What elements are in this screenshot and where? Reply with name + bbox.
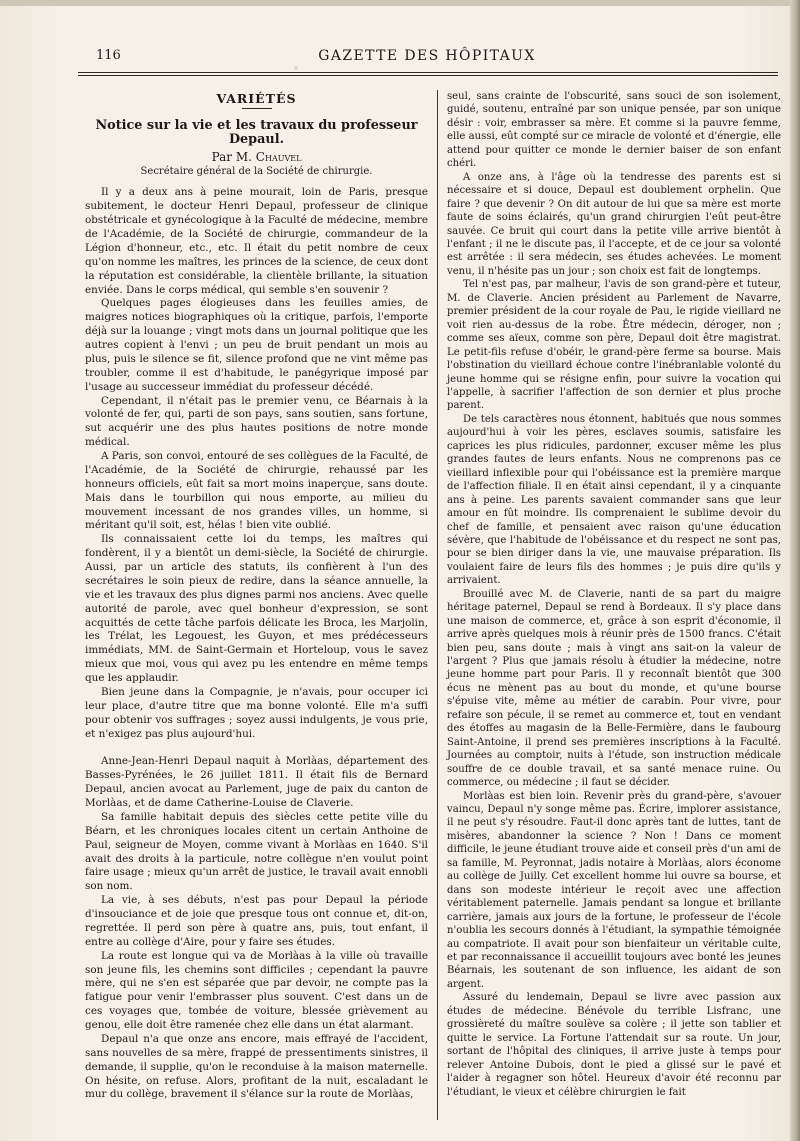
paragraph: Cependant, il n'était pas le premier venu, ce Béarnais à la volonté de fer, qui, parti de son pays, sans soutien, sans fortune, sut acquérir une des plus hautes positions de notre monde médical. — [85, 394, 428, 449]
paragraph: Quelques pages élogieuses dans les feuilles amies, de maigres notices biographiques où la critique, parfois, l'emporte déjà sur la louange ; vingt mots dans un journal politique que les autres copient à l'envi ; un peu de bruit pendant un mois au plus, puis le silence se fit, silence profond que ne vint même pas troubler, comme il est d'habitude, le panégyrique imposé par l'usage au successeur immédiat du professeur décédé. — [85, 297, 428, 393]
paragraph: Assuré du lendemain, Depaul se livre avec passion aux études de médecine. Bénévole du terrible Lisfranc, une grossièreté du maître soulève sa colère ; il jette son tablier et quitte le service. La Fortune l'attendait sur sa route. Un jour, sortant de l'hôpital des cliniques, il arrive juste à temps pour relever Antoine Dubois, dont le pied a glissé sur le pavé et l'aider à regagner son hôtel. Heureux d'avoir été reconnu par l'étudiant, le vieux et célèbre chirurgien le fait — [447, 992, 781, 1098]
right-paragraphs — [447, 171, 781, 1099]
running-title: GAZETTE DES HÔPITAUX — [318, 48, 536, 64]
page-number: 116 — [96, 48, 121, 63]
paragraph: Il y a deux ans à peine mourait, loin de Paris, presque subitement, le docteur Henri Depaul, professeur de clinique obstétricale et gynécologique à la Faculté de médecine, membre de l'Académie, de la Société de chirurgie, commandeur de la Légion d'honneur, etc., etc. Il était du petit nombre de ceux qu'on nomme les maîtres, les princes de la science, de ceux dont la réputation est considérable, la clientèle brillante, la situation enviée. Dans le corps médical, qui semble s'en souvenir ? — [85, 186, 428, 296]
paragraph: Tel n'est pas, par malheur, l'avis de son grand-père et tuteur, M. de Claverie. Ancien président au Parlement de Navarre, premier président de la cour royale de Pau, le rigide vieillard ne voit rien au-dessus de la robe. Être médecin, déroger, non ; comme ses aïeux, comme son père, Depaul doit être magistrat. Le petit-fils refuse d'obéir, le grand-père ferme sa bourse. Mais l'obstination du vieillard échoue contre l'inébranlable volonté du jeune homme qui se résigne enfin, pour suivre la vocation qui l'appelle, à sacrifier l'affection de son dernier et plus proche parent. — [447, 279, 781, 412]
author-name: Chauvel — [255, 149, 302, 164]
paragraph: Brouillé avec M. de Claverie, nanti de sa part du maigre héritage paternel, Depaul se rend à Bordeaux. Il s'y place dans une maison de commerce, et, grâce à son esprit d'économie, il arrive après quelques mois à réunir près de 1500 francs. C'était bien peu, sans doute ; mais à vingt ans sait-on la valeur de l'argent ? Plus que jamais résolu à étudier la médecine, notre jeune homme part pour Paris. Il y reconnaît bientôt que 300 écus ne mènent pas au bout du monde, et qu'une bourse s'épuise vite, même au métier de carabin. Pour vivre, pour refaire son pécule, il se remet au commerce et, tout en vendant des étoffes au magasin de la Belle-Fermière, dans le faubourg Saint-Antoine, il prend ses premières inscriptions à la Faculté. Journées au comptoir, nuits à l'étude, son instruction médicale souffre de ce double travail, et sa santé menace ruine. Ou commerce, ou médecine ; il faut se décider. — [447, 588, 781, 789]
ink-speck — [294, 66, 298, 70]
article-title: Notice sur la vie et les travaux du professeur Depaul. — [95, 117, 418, 147]
paragraph: La vie, à ses débuts, n'est pas pour Depaul la période d'insouciance et de joie que presque tous ont connue et, dit-on, regrettée. Il perd son père à quatre ans, puis, tout enfant, il entre au collège d'Aire, pour y faire ses études. — [85, 894, 428, 948]
author-prefix: Par M. — [211, 149, 252, 164]
right-column — [447, 90, 781, 1099]
article-author — [85, 151, 428, 165]
paragraph: Sa famille habitait depuis des siècles cette petite ville du Béarn, et les chroniques locales citent un certain Anthoine de Paul, seigneur de Moyen, comme vivant à Morlàas en 1640. S'il avait des droits à la particule, notre collègue n'en voulut point faire usage ; mieux qu'un arrêt de justice, le travail avait ennobli son nom. — [85, 810, 428, 893]
left-paragraphs-biography — [85, 755, 428, 1102]
paragraph: Morlàas est bien loin. Revenir près du grand-père, s'avouer vaincu, Depaul n'y songe même pas. Écrire, implorer assistance, il ne peut s'y résoudre. Faut-il donc après tant de luttes, tant de misères, abandonner la science ? Non ! Dans ce moment difficile, le jeune étudiant trouve aide et conseil près d'un ami de sa famille, M. Peyronnat, jadis notaire à Morlàas, alors économe au collège de Juilly. Cet excellent homme lui ouvre sa bourse, et dans son modeste intérieur le reçoit avec une affection véritablement paternelle. Jamais pendant sa longue et brillante carrière, jamais aux jours de la fortune, le professeur de l'école n'oublia les secours donnés à l'étudiant, la sympathie témoignée au compatriote. Il avait pour son bienfaiteur un véritable culte, et par reconnaissance il accueillit toujours avec bonté les jeunes Béarnais, les soutenant de son influence, les aidant de son argent. — [447, 790, 781, 990]
paragraph: La route est longue qui va de Morlàas à la ville où travaille son jeune fils, les chemins sont difficiles ; cependant la pauvre mère, qui ne s'en est séparée que par devoir, ne compte pas la fatigue pour venir l'embrasser plus souvent. C'est dans un de ces voyages que, tombée de voiture, blessée grièvement au genou, elle doit être ramenée chez elle dans un état alarmant. — [85, 949, 428, 1031]
section-rule — [242, 108, 272, 109]
section-break — [85, 741, 428, 755]
column-divider — [437, 90, 438, 1120]
paragraph: A Paris, son convoi, entouré de ses collègues de la Faculté, de l'Académie, de la Société de chirurgie, rehaussé par les honneurs officiels, eût fait sa mort moins inaperçue, sans doute. Mais dans le tourbillon qui nous emporte, au milieu du mouvement incessant de nos grandes villes, un homme, si méritant qu'il soit, est, hélas ! bien vite oublié. — [85, 450, 428, 532]
paragraph: A onze ans, à l'âge où la tendresse des parents est si nécessaire et si douce, Depaul est doublement orphelin. Que faire ? que devenir ? On dit autour de lui que sa mère est morte faute de soins éclairés, qu'un grand chirurgien l'eût peut-être sauvée. Ce bruit qui court dans la petite ville arrive bientôt à l'enfant ; il ne le discute pas, il l'accepte, et de ce jour sa volonté est arrêtée : il sera médecin, ses études achevées. Le moment venu, il n'hésite pas un jour ; son choix est fait de longtemps. — [447, 171, 781, 277]
header-rule-thin — [78, 75, 778, 76]
top-edge — [0, 0, 800, 6]
paragraph-continuation: seul, sans crainte de l'obscurité, sans souci de son isolement, guidé, soutenu, entraîné par son unique pensée, par son unique désir : voir, embrasser sa mère. Et comme si la pauvre femme, elle aussi, eût compté sur ce miracle de volonté et d'énergie, elle attend pour quitter ce monde le dernier baiser de son enfant chéri. — [447, 91, 781, 170]
paragraph: Ils connaissaient cette loi du temps, les maîtres qui fondèrent, il y a bientôt un demi-siècle, la Société de chirurgie. Aussi, par un article des statuts, ils confièrent à l'un des secrétaires le soin pieux de redire, dans la séance annuelle, la vie et les travaux des plus dignes parmi nos anciens. Avec quelle autorité de parole, avec quel bonheur d'expression, se sont acquittés de cette tâche parfois délicate les Broca, les Marjolin, les Trélat, les Legouest, les Guyon, et mes prédécesseurs immédiats, MM. de Saint-Germain et Horteloup, vous le savez mieux que moi, vous qui avez pu les entendre en même temps que les applaudir. — [85, 533, 428, 684]
section-heading: VARIÉTÉS — [216, 91, 297, 106]
author-role: Secrétaire général de la Société de chirurgie. — [140, 165, 373, 177]
page-binding-edge — [790, 0, 800, 1141]
header-rule — [78, 72, 778, 73]
paragraph: Bien jeune dans la Compagnie, je n'avais, pour occuper ici leur place, d'autre titre que ma bonne volonté. Elle m'a suffi pour obtenir vos suffrages ; soyez aussi indulgents, je vous prie, et n'exigez pas plus aujourd'hui. — [85, 685, 428, 740]
paragraph: Depaul n'a que onze ans encore, mais effrayé de l'accident, sans nouvelles de sa mère, frappé de pressentiments sinistres, il demande, il supplie, qu'on le reconduise à la maison maternelle. On hésite, on refuse. Alors, profitant de la nuit, escaladant le mur du collège, bravement il s'élance sur la route de Morlàas, — [85, 1032, 428, 1101]
paragraph: Anne-Jean-Henri Depaul naquit à Morlàas, département des Basses-Pyrénées, le 26 juillet 1811. Il était fils de Bernard Depaul, ancien avocat au Parlement, juge de paix du canton de Morlàas, et de dame Catherine-Louise de Claverie. — [85, 755, 428, 809]
left-paragraphs-intro — [85, 186, 428, 741]
paragraph: De tels caractères nous étonnent, habitués que nous sommes aujourd'hui à voir les pères, esclaves soumis, satisfaire les caprices les plus ridicules, pardonner, excuser même les plus grandes fautes de leurs enfants. Nous ne comprenons pas ce vieillard inflexible pour qui l'obéissance est la première marque de l'affection filiale. Il en était ainsi cependant, il y a cinquante ans à peine. Les parents savaient commander sans que leur amour en fût moindre. Ils comprenaient le sublime devoir du chef de famille, et pensaient avec raison qu'une éducation sévère, que l'habitude de l'obéissance et du respect ne sont pas, pour se bien diriger dans la vie, une mauvaise préparation. Ils voulaient faire de leurs fils des hommes ; je puis dire qu'ils y arrivaient. — [447, 413, 781, 587]
page-header — [70, 48, 784, 70]
left-column — [85, 90, 428, 1102]
